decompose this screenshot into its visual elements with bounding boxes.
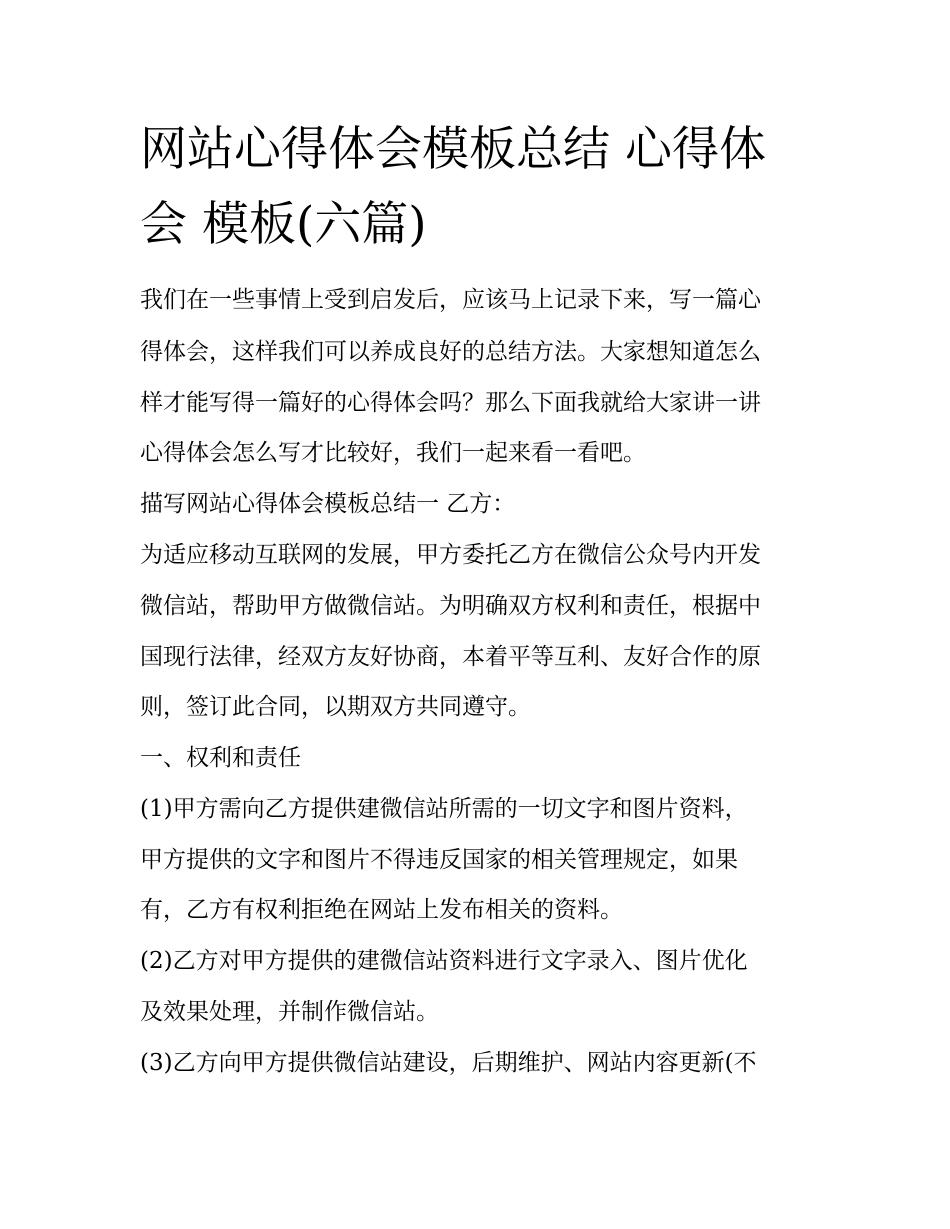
section-heading: 一、权利和责任 [140, 745, 301, 771]
title-line: 会 模板(六篇) [140, 197, 427, 252]
list-item-continuation: 甲方提供的文字和图片不得违反国家的相关管理规定，如果 [140, 847, 738, 873]
list-item: (1)甲方需向乙方提供建微信站所需的一切文字和图片资料， [140, 796, 748, 822]
list-item-continuation: 有，乙方有权利拒绝在网站上发布相关的资料。 [140, 897, 623, 923]
document-title [140, 112, 820, 262]
body-line: 微信站，帮助甲方做微信站。为明确双方权利和责任，根据中 [140, 593, 761, 619]
body-line: 国现行法律，经双方友好协商，本着平等互利、友好合作的原 [140, 644, 761, 670]
body-line: 为适应移动互联网的发展，甲方委托乙方在微信公众号内开发 [140, 542, 761, 568]
body-line: 心得体会怎么写才比较好，我们一起来看一看吧。 [140, 440, 646, 466]
body-line: 我们在一些事情上受到启发后，应该马上记录下来，写一篇心 [140, 287, 761, 313]
section-heading: 描写网站心得体会模板总结一 乙方： [140, 491, 516, 517]
body-line: 得体会，这样我们可以养成良好的总结方法。大家想知道怎么 [140, 339, 761, 365]
body-line: 则，签订此合同，以期双方共同遵守。 [140, 694, 531, 720]
body-line: 样才能写得一篇好的心得体会吗？那么下面我就给大家讲一讲 [140, 390, 761, 416]
list-item: (2)乙方对甲方提供的建微信站资料进行文字录入、图片优化 [140, 948, 748, 974]
title-line: 网站心得体会模板总结 心得体 [140, 122, 766, 177]
list-item-continuation: 及效果处理，并制作微信站。 [140, 999, 439, 1025]
list-item: (3)乙方向甲方提供微信站建设，后期维护、网站内容更新(不 [140, 1050, 757, 1076]
